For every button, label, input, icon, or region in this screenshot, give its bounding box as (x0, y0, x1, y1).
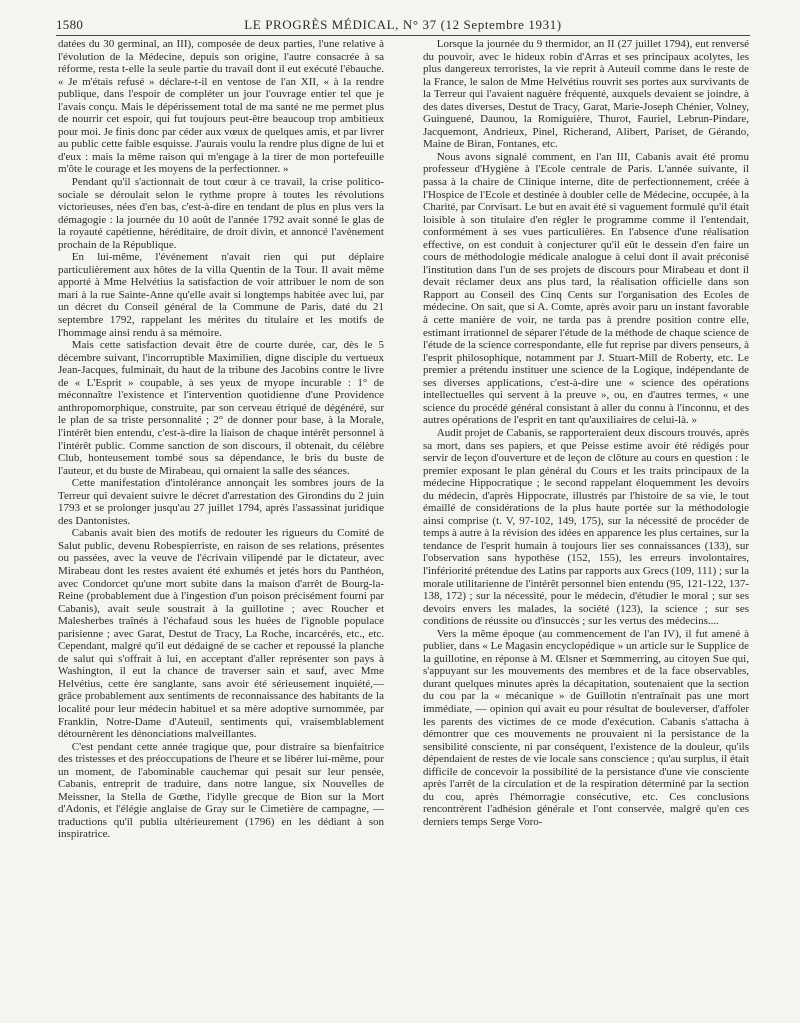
paragraph: Mais cette satisfaction devait être de courte durée, car, dès le 5 décembre suivant, l'incorruptible Maximilien, digne disciple du vertueux Jean-Jacques, fulminait, du haut de la tribune des Jacobins contre le livre de « L'Esprit » coupable, à ses yeux de myope incurable : 1° de méconnaître l'existence et l'intervention quotidienne d'une Providence anthropomorphique, construite, par son cerveau étriqué de dégénéré, sur le plan de sa triste personnalité ; 2° de donner pour base, à la Morale, l'intérêt bien entendu, c'est-à-dire la liaison de chaque intérêt personnel à l'intérêt public. Comme sanction de son discours, il obtenait, du célèbre Club, honteusement tombé sous sa dépendance, le bris du buste de l'auteur, et du buste de Mirabeau, qui ornaient la salle des séances. (58, 339, 384, 477)
paragraph: Nous avons signalé comment, en l'an III, Cabanis avait été promu professeur d'Hygiène à l'Ecole centrale de Paris. L'année suivante, il passa à la chaire de Clinique interne, dite de perfectionnement, créée à l'Hospice de l'Ecole et destinée à doubler celle de Médecine, occupée, à la Charité, par Corvisart. Le but en avait été si vaguement formulé qu'il était loisible à son titulaire d'en régler le programme comme il l'entendait, conformément à ses vues particulières. En l'absence d'une réalisation effective, on est conduit à conjecturer qu'il eût le dessein d'en faire un cours de méthodologie médicale analogue à celui dont il avait préconisé l'institution dans l'un de ses projets de discours pour Mirabeau et dont il devait réclamer deux ans plus tard, la réalisation officielle dans son Rapport au Conseil des Cinq Cents sur l'organisation des Ecoles de médecine. On sait, que si A. Comte, après avoir paru un instant favorable à cette manière de voir, ne tarda pas à prendre position contre elle, estimant irrationnel de séparer l'étude de la méthode de chaque science de l'étude de la science correspondante, elle fut reprise par divers penseurs, à l'esprit philosophique, notamment par J. Stuart-Mill de Roberty, etc. Le premier a prétendu instituer une science de la Logique, indépendante de ses diverses applications, c'est-à-dire une « science des opérations intellectuelles qui servent à la preuve », ou, en d'autres termes, « une science du procédé général consistant à aller du connu à l'inconnu, et des autres opérations de l'esprit en tant qu'auxiliaires de celui-là. » (423, 150, 749, 427)
paragraph: Cabanis avait bien des motifs de redouter les rigueurs du Comité de Salut public, devenu Robespierriste, en raison de ses relations, présentes ou passées, avec la veuve de l'écrivain vilipendé par le dictateur, avec Mirabeau dont les restes avaient été exhumés et jetés hors du Panthéon, avec Condorcet qu'une mort subite dans la maison d'arrêt de Bourg-la-Reine (probablement due à l'ingestion d'un poison précisément fourni par Cabanis), avait seule soustrait à la guillotine ; avec Roucher et Malesherbes traînés à l'échafaud sous les huées de l'ignoble populace parisienne ; avec Garat, Destut de Tracy, La Roche, incarcérés, etc., etc. Cependant, malgré qu'il eut dédaigné de se cacher et repoussé la planche de salut qui s'offrait à lui, en acceptant d'aller représenter son pays à Washington, il eut la chance de traverser sain et sauf, avec Mme Helvétius, cette ère sanglante, sans avoir été sérieusement inquiété,— grâce probablement aux sentiments de reconnaissance des habitants de la localité pour leur médecin habituel et sa mère adoptive surnommée, par Franklin, Notre-Dame d'Auteuil, sentiments qui, vraisemblablement détournèrent les dénonciations malveillantes. (58, 527, 384, 741)
paragraph: Vers la même époque (au commencement de l'an IV), il fut amené à publier, dans « Le Magasin encyclopédique » un article sur le Supplice de la guillotine, en réponse à M. Œlsner et Sœmmerring, au citoyen Sue qui, s'appuyant sur les mouvements des membres et de la face observables, durant quelques minutes après la décapitation, soutenaient que la section du cou par la « mécanique » de Guillotin n'entraînait pas une mort immédiate, — opinion qui avait eu pour résultat de bouleverser, d'affoler les parents des victimes de ce mode d'exécution. Cabanis s'attacha à démontrer que ces mouvements ne prouvaient ni la persistance de la sensibilité consciente, ni par conséquent, l'existence de la douleur, qu'ils dépendaient de restes de vie locale sans conscience ; qu'au surplus, il était difficile de concevoir la possibilité de la persistance d'une vie consciente après l'arrêt de la circulation et de la respiration déterminé par la section du cou, après l'hémorragie consécutive, etc. Ces conclusions rencontrèrent l'adhésion générale et l'ont conservée, malgré qu'en ces derniers temps Serge Voro- (423, 627, 749, 828)
paragraph: Audit projet de Cabanis, se rapporteraient deux discours trouvés, après sa mort, dans ses papiers, et que Peisse estime avoir été rédigés pour servir de leçon d'ouverture et de leçon de clôture au cours en question : le premier exposant le plan général du Cours et les traits principaux de la médecine Hippocratique ; le second rappelant éloquemment les devoirs du médecin, d'après Hippocrate, illustrés par l'histoire de sa vie, le tout émaillé de considérations de la plus haute portée sur la méthodologie ainsi comprise (t. V, 97-102, 149, 175), sur la nécessité de procéder de temps à autre à la révision des idées en apparence les plus certaines, sur la tendance de l'esprit humain à toujours lier ses connaissances (133), sur l'observation sans hypothèse (152, 155), les erreurs involontaires, l'infériorité prétendue des Latins par rapports aux Grecs (109, 111) ; sur la morale utilitarienne de l'intérêt personnel bien entendu (95, 121-122, 137-138, 172) ; sur la nécessité, pour le médecin, d'étudier le moral ; sur ses devoirs envers les malades, la société (123), la science ; sur ses conditions de réussite ou d'insuccès ; sur les vertus des médecins.... (423, 426, 749, 628)
left-column (58, 38, 384, 841)
paragraph: C'est pendant cette année tragique que, pour distraire sa bienfaitrice des tristesses et des préoccupations de l'heure et se libérer lui-même, pour un moment, de l'abominable cauchemar qui pesait sur leur pensée, Cabanis, entreprit de traduire, dans notre langue, six Nouvelles de Meissner, la Stella de Gœthe, l'idylle grecque de Bion sur la Mort d'Adonis, et l'élégie anglaise de Gray sur le Cimetière de campagne, — traductions qu'il publia ultérieurement (1796) en les dédiant à son inspiratrice. (58, 740, 384, 841)
paragraph: datées du 30 germinal, an III), composée de deux parties, l'une relative à l'évolution de la Médecine, depuis son origine, l'autre consacrée à sa réforme, resta t-elle la seule partie du travail dont il eut exécuté l'ébauche. « Je m'étais refusé » déclare-t-il en ventose de l'an XII, « à la rendre publique, dans l'espoir de compléter un jour l'ouvrage entier tel que je l'avais conçu. Mais le dépérissement total de ma santé ne me permet plus de nourrir cet espoir, qui fut toujours peut-être beaucoup trop ambitieux pour moi. Je finis donc par céder aux vœux de quelques amis, et par livrer au public cette faible esquisse. J'aurais voulu la rendre plus digne de lui et d'eux : mais la même raison qui m'engage à la tirer de mon portefeuille m'ôte le courage et les moyens de la perfectionner. » (58, 38, 384, 176)
page-number: 1580 (56, 17, 84, 32)
journal-title: LE PROGRÈS MÉDICAL, N° 37 (12 Septembre 1931) (244, 17, 562, 32)
running-header (56, 13, 750, 36)
paragraph: Lorsque la journée du 9 thermidor, an II (27 juillet 1794), eut renversé du pouvoir, avec le hideux robin d'Arras et ses principaux acolytes, les plus dangereux terroristes, la vie reprit à Auteuil comme dans le reste de la France, le salon de Mme Helvétius rouvrit ses portes aux survivants de la Terreur qui l'avaient naguère fréquenté, auxquels devaient se joindre, à des dates diverses, Destut de Tracy, Garat, Marie-Joseph Chénier, Volney, Guinguené, Daunou, la Romiguière, Thurot, Fauriel, Lebrun-Pindare, Jacquemont, Andrieux, Pinel, Richerand, Alibert, Pariset, de Gérando, Maine de Biran, Fontanes, etc. (423, 38, 749, 151)
paragraph: En lui-même, l'événement n'avait rien qui put déplaire particulièrement aux hôtes de la villa Quentin de la Tour. Il avait même apporté à Mme Helvétius la satisfaction de voir attribuer le nom de son mari à la rue Sainte-Anne qu'elle avait si longtemps habitée avec lui, par un décret du Conseil général de la Commune de Paris, daté du 21 septembre 1792, rappelant les mérites du titulaire et les motifs de l'hommage ainsi rendu à sa mémoire. (58, 251, 384, 339)
paragraph: Cette manifestation d'intolérance annonçait les sombres jours de la Terreur qui devaient suivre le décret d'arrestation des Girondins du 2 juin 1793 et se prolonger jusqu'au 27 juillet 1794, après l'assassinat juridique des Dantonistes. (58, 477, 384, 527)
paragraph: Pendant qu'il s'actionnait de tout cœur à ce travail, la crise politico-sociale se déroulait selon le rythme propre à toutes les révolutions victorieuses, nées d'en bas, c'est-à-dire en tendant de plus en plus vers la démagogie : la journée du 10 août de l'année 1792 avait sonné le glas de la royauté capétienne, héréditaire, de droit divin, et annoncé l'avènement prochain de la République. (58, 176, 384, 251)
right-column (423, 38, 749, 828)
